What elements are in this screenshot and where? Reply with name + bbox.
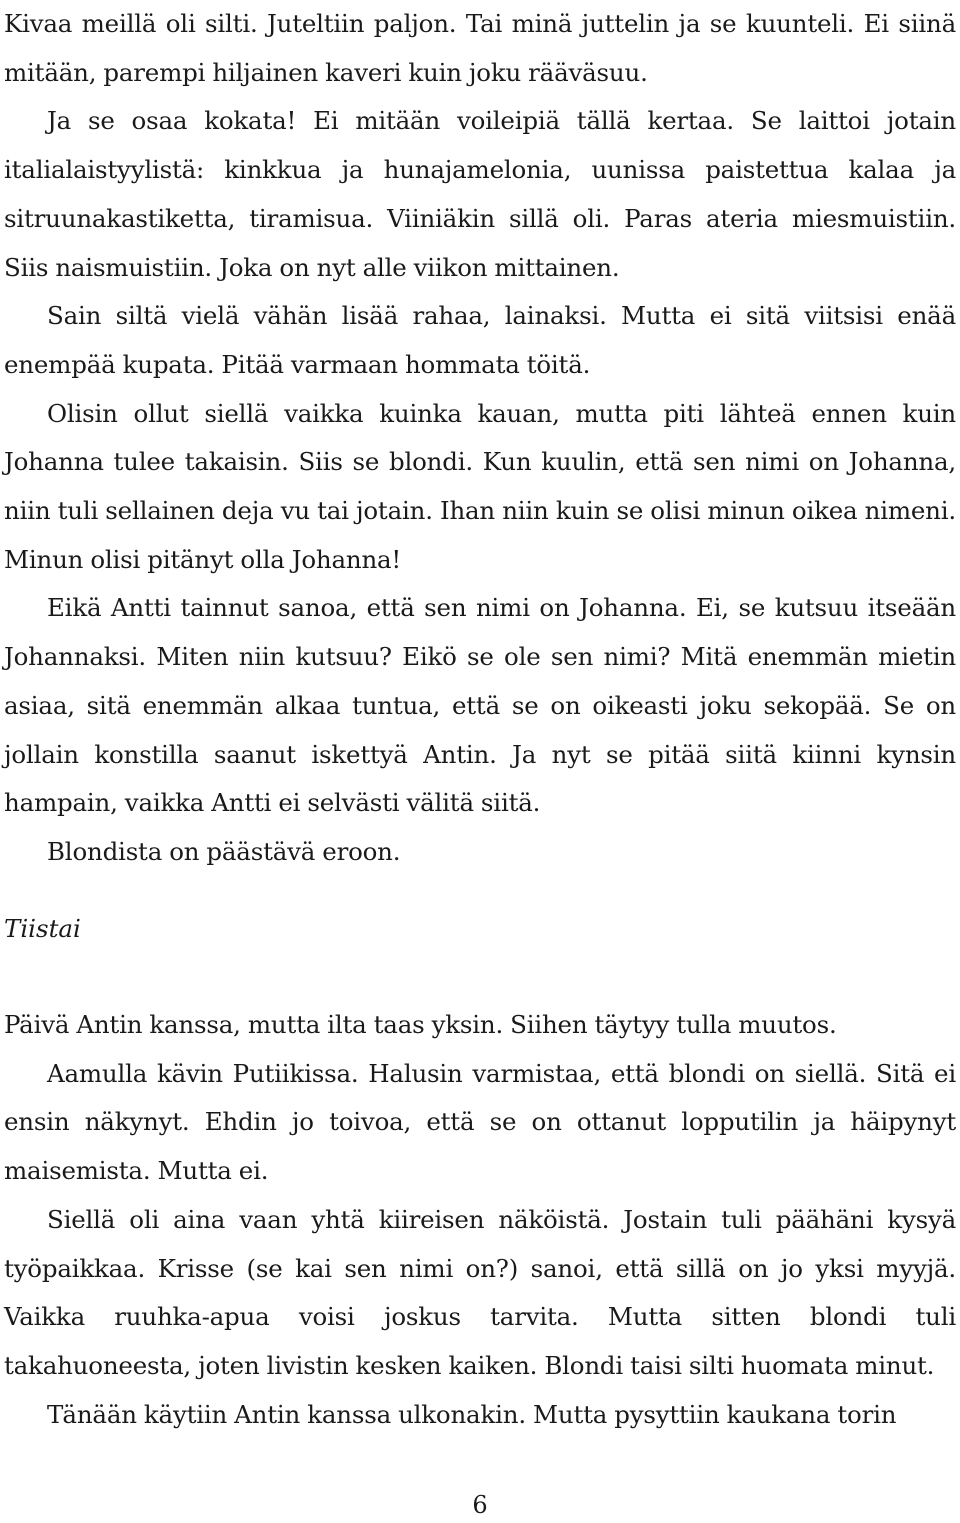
paragraph: Päivä Antin kanssa, mutta ilta taas yksin. Siihen täytyy tulla muutos. [4,1010,837,1039]
paragraph: Blondista on päästävä eroon. [47,836,401,866]
paragraph: Eikä Antti tainnut sanoa, että sen nimi on Johanna. Ei, se kutsuu itseään Johannaksi. Miten niin kutsuu? Eikö se ole sen nimi? Mitä enemmän mietin asiaa, sitä enemmän alkaa tuntua, että se on oikeasti joku sekopää. Se on jollain konstilla saanut iskettyä Antin. Ja nyt se pitää siitä kiinni kynsin hampain, vaikka Antti ei selvästi välitä siitä. [4,593,956,818]
body-text-before-section [4,0,956,877]
paragraph: Kivaa meillä oli silti. Juteltiin paljon. Tai minä juttelin ja se kuunteli. Ei siinä mitään, parempi hiljainen kaveri kuin joku rääväsuu. [4,9,956,87]
section-heading: Tiistai [4,914,81,943]
paragraph: Tänään käytiin Antin kanssa ulkonakin. Mutta pysyttiin kaukana torin [47,1399,897,1429]
paragraph: Olisin ollut siellä vaikka kuinka kauan, mutta piti lähteä ennen kuin Johanna tulee takaisin. Siis se blondi. Kun kuulin, että sen nimi on Johanna, niin tuli sellainen deja vu tai jotain. Ihan niin kuin se olisi minun oikea nimeni. Minun olisi pitänyt olla Johanna! [4,398,956,574]
paragraph: Siellä oli aina vaan yhtä kiireisen näköistä. Jostain tuli päähäni kysyä työpaikkaa. Krisse (se kai sen nimi on?) sanoi, että sillä on jo yksi myyjä. Vaikka ruuhka-apua voisi joskus tarvita. Mutta sitten blondi tuli takahuoneesta, joten livistin kesken kaiken. Blondi taisi silti huomata minut. [4,1204,956,1380]
page-number: 6 [472,1491,488,1519]
paragraph: Aamulla kävin Putiikissa. Halusin varmistaa, että blondi on siellä. Sitä ei ensin näkynyt. Ehdin jo toivoa, että se on ottanut lopputilin ja häipynyt maisemista. Mutta ei. [4,1058,956,1186]
paragraph: Ja se osaa kokata! Ei mitään voileipiä tällä kertaa. Se laittoi jotain italialaistyylistä: kinkkua ja hunajamelonia, uunissa paistettua kalaa ja sitruunakastiketta, tiramisua. Viiniäkin sillä oli. Paras ateria miesmuistiin. Siis naismuistiin. Joka on nyt alle viikon mittainen. [4,106,956,282]
body-text-after-section [4,1001,956,1439]
paragraph: Sain siltä vielä vähän lisää rahaa, lainaksi. Mutta ei sitä viitsisi enää enempää kupata. Pitää varmaan hommata töitä. [4,301,956,379]
